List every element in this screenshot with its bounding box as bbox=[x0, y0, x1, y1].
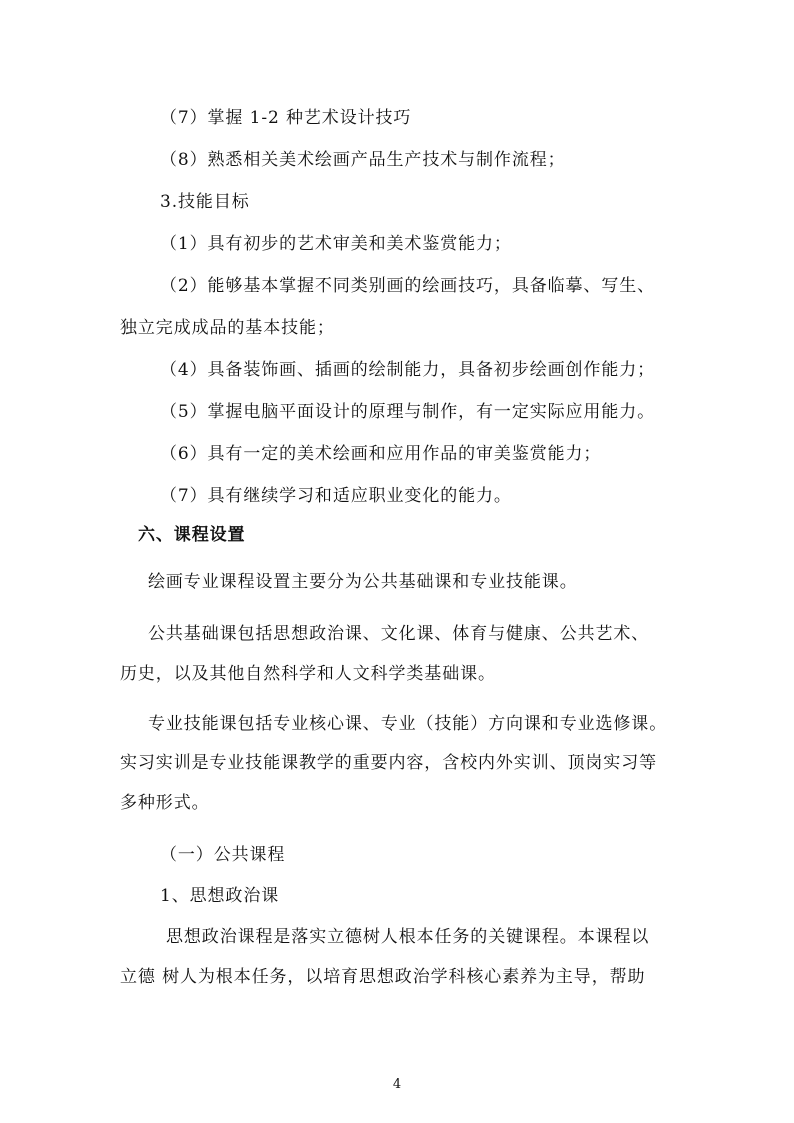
text-line: （5）掌握电脑平面设计的原理与制作，有一定实际应用能力。 bbox=[160, 402, 656, 422]
text-line: 公共基础课包括思想政治课、文化课、体育与健康、公共艺术、 bbox=[148, 624, 650, 644]
text-line: （4）具备装饰画、插画的绘制能力，具备初步绘画创作能力； bbox=[160, 360, 656, 380]
text-line: （1）具有初步的艺术审美和美术鉴赏能力； bbox=[160, 234, 512, 254]
page-number: 4 bbox=[392, 1077, 402, 1092]
section-heading: 六、课程设置 bbox=[138, 525, 246, 545]
section-subheading: （一）公共课程 bbox=[160, 845, 286, 865]
text-line: 实习实训是专业技能课教学的重要内容，含校内外实训、顶岗实习等 bbox=[120, 753, 657, 773]
text-line: 立德 树人为根本任务，以培育思想政治学科核心素养为主导，帮助 bbox=[120, 967, 646, 987]
text-line: 多种形式。 bbox=[120, 793, 210, 813]
text-line: 思想政治课程是落实立德树人根本任务的关键课程。本课程以 bbox=[166, 927, 650, 947]
text-line: 历史，以及其他自然科学和人文科学类基础课。 bbox=[120, 664, 496, 684]
text-line: （7）具有继续学习和适应职业变化的能力。 bbox=[160, 486, 512, 506]
text-line: 独立完成成品的基本技能； bbox=[120, 318, 335, 338]
section-subheading: 3.技能目标 bbox=[160, 192, 250, 212]
text-line: 专业技能课包括专业核心课、专业（技能）方向课和专业选修课。 bbox=[148, 714, 668, 734]
text-line: （8）熟悉相关美术绘画产品生产技术与制作流程； bbox=[160, 150, 566, 170]
text-line: （6）具有一定的美术绘画和应用作品的审美鉴赏能力； bbox=[160, 444, 602, 464]
text-line: 绘画专业课程设置主要分为公共基础课和专业技能课。 bbox=[148, 572, 578, 592]
section-subheading: 1、思想政治课 bbox=[160, 886, 280, 906]
text-line: （2）能够基本掌握不同类别画的绘画技巧，具备临摹、写生、 bbox=[160, 276, 656, 296]
text-line: （7）掌握 1-2 种艺术设计技巧 bbox=[160, 108, 412, 128]
